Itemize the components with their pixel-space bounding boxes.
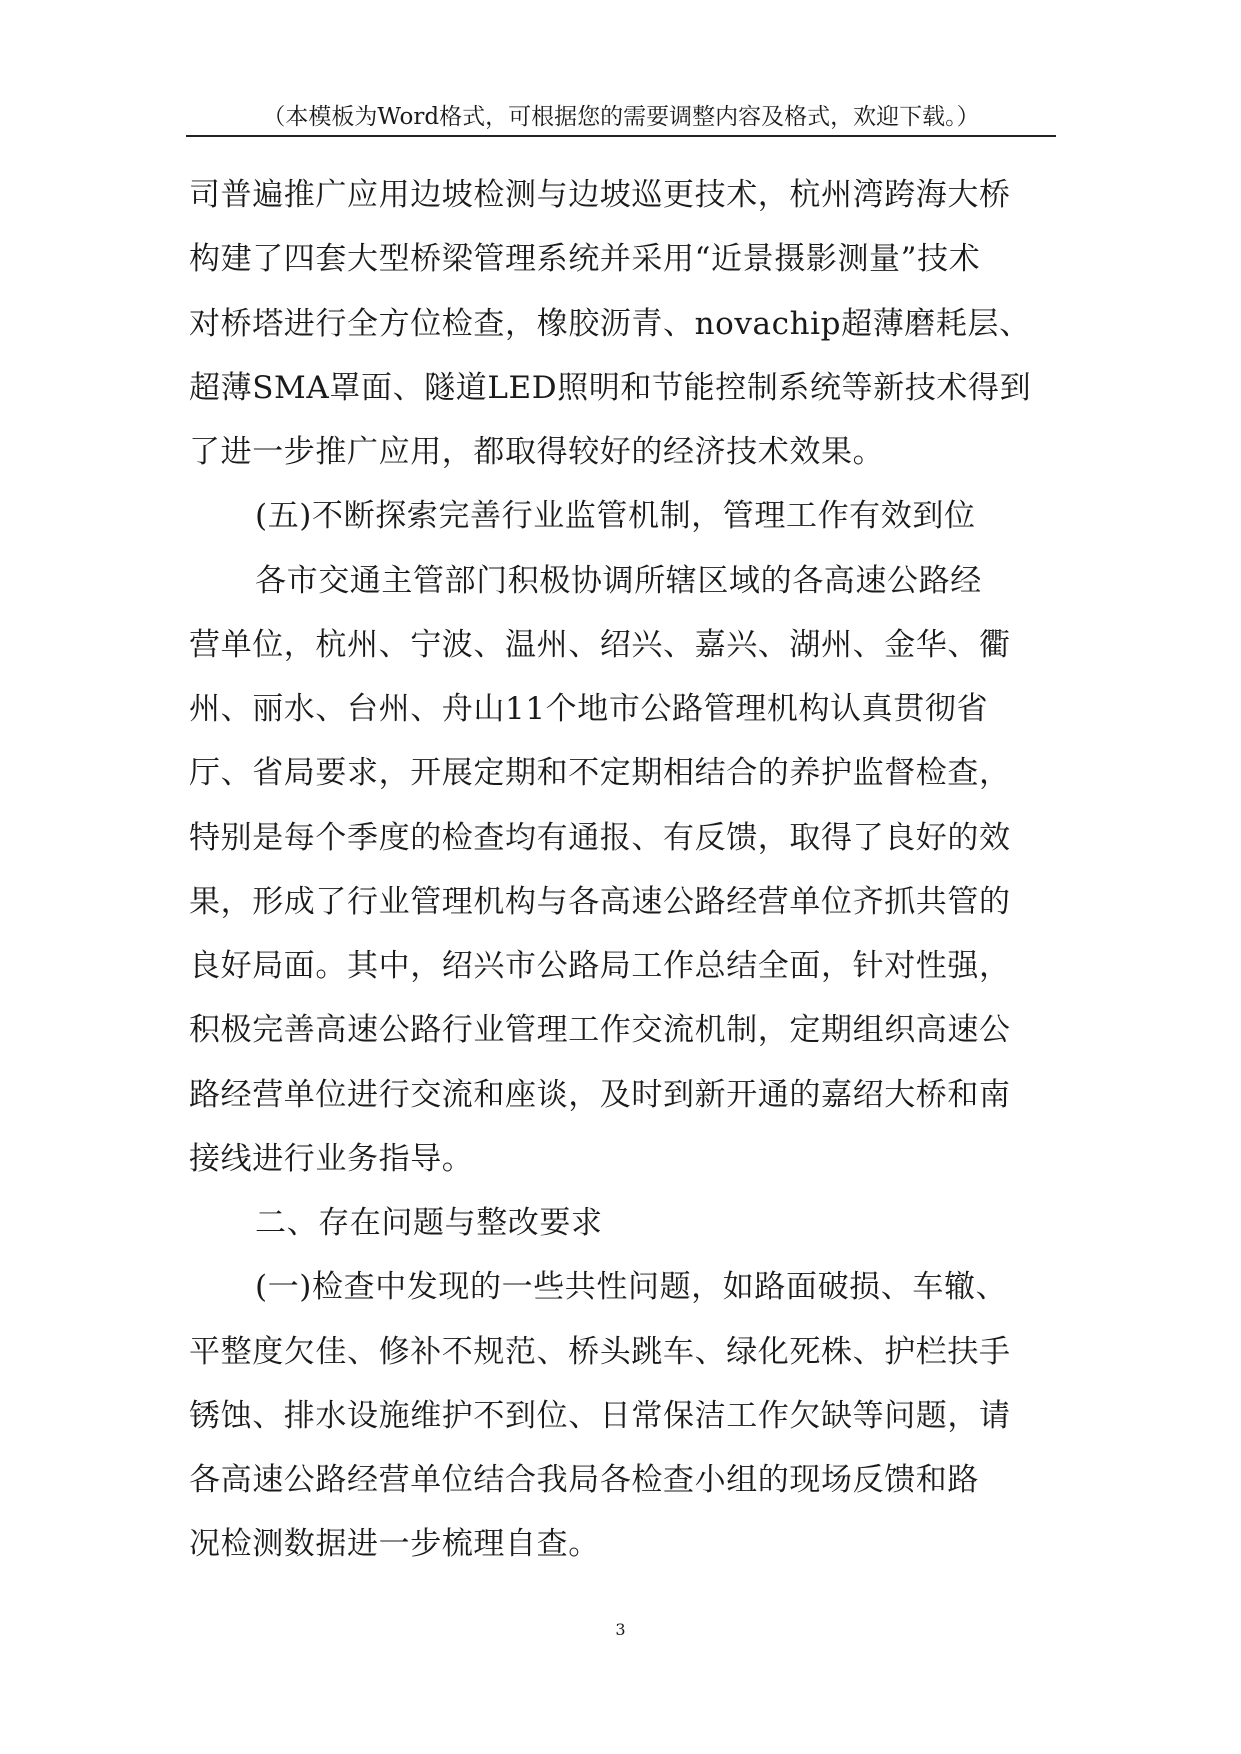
body-line: 特别是每个季度的检查均有通报、有反馈，取得了良好的效 — [189, 819, 1011, 856]
body-line: 厅、省局要求，开展定期和不定期相结合的养护监督检查， — [189, 755, 1011, 792]
body-line: 司普遍推广应用边坡检测与边坡巡更技术，杭州湾跨海大桥 — [189, 177, 1011, 213]
header-divider — [186, 135, 1056, 137]
body-line: 积极完善高速公路行业管理工作交流机制，定期组织高速公 — [189, 1012, 1011, 1049]
body-line: 锈蚀、排水设施维护不到位、日常保洁工作欠缺等问题，请 — [189, 1397, 1011, 1434]
body-line: 了进一步推广应用，都取得较好的经济技术效果。 — [189, 434, 885, 470]
body-line: (五)不断探索完善行业监管机制，管理工作有效到位 — [255, 498, 976, 535]
body-line: 超薄SMA罩面、隧道LED照明和节能控制系统等新技术得到 — [189, 369, 1032, 406]
body-line: 构建了四套大型桥梁管理系统并采用“近景摄影测量”技术 — [189, 241, 981, 278]
body-line: 各市交通主管部门积极协调所辖区域的各高速公路经 — [255, 562, 982, 599]
body-line: 对桥塔进行全方位检查，橡胶沥青、novachip超薄磨耗层、 — [189, 305, 1031, 342]
body-line: (一)检查中发现的一些共性问题，如路面破损、车辙、 — [255, 1269, 1008, 1306]
body-line: 营单位，杭州、宁波、温州、绍兴、嘉兴、湖州、金华、衢 — [189, 626, 1011, 663]
body-line: 况检测数据进一步梳理自查。 — [189, 1526, 600, 1563]
document-body — [189, 163, 1069, 1577]
body-line: 各高速公路经营单位结合我局各检查小组的现场反馈和路 — [189, 1462, 979, 1498]
page-number: 3 — [615, 1620, 626, 1639]
body-line: 接线进行业务指导。 — [189, 1140, 474, 1177]
body-line: 路经营单位进行交流和座谈，及时到新开通的嘉绍大桥和南 — [189, 1076, 1011, 1113]
body-line: 平整度欠佳、修补不规范、桥头跳车、绿化死株、护栏扶手 — [189, 1333, 1011, 1370]
template-header-note: （本模板为Word格式，可根据您的需要调整内容及格式，欢迎下载。） — [262, 104, 980, 130]
body-line: 果，形成了行业管理机构与各高速公路经营单位齐抓共管的 — [189, 883, 1011, 920]
body-line: 州、丽水、台州、舟山11个地市公路管理机构认真贯彻省 — [189, 691, 989, 727]
body-line: 良好局面。其中，绍兴市公路局工作总结全面，针对性强， — [189, 948, 1011, 984]
body-line: 二、存在问题与整改要求 — [255, 1205, 603, 1241]
